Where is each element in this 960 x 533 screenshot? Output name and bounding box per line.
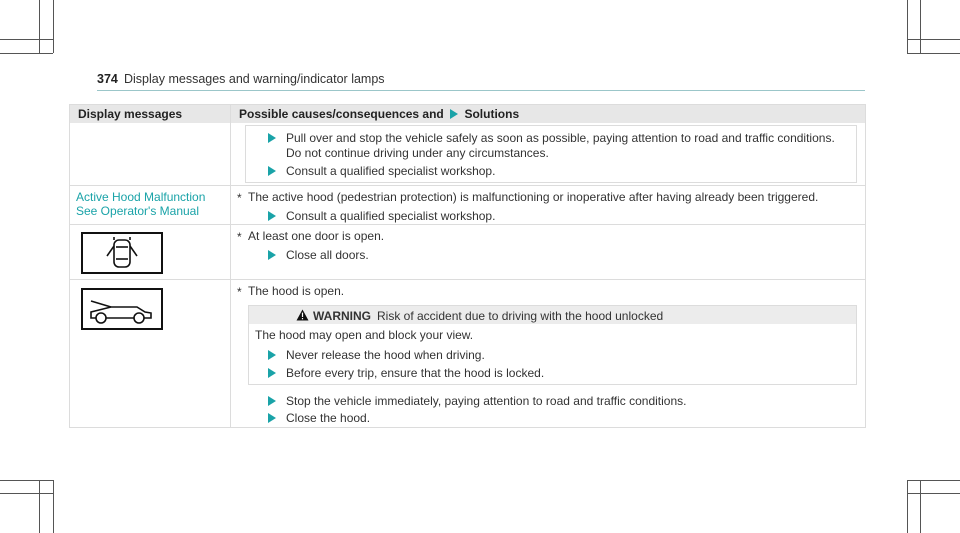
bullet: *: [237, 285, 242, 299]
crop-mark: [0, 53, 53, 54]
crop-mark: [53, 0, 54, 53]
crop-mark: [907, 493, 960, 494]
crop-mark: [907, 480, 908, 533]
header-rule: [97, 90, 865, 91]
step-arrow-icon: [268, 133, 276, 143]
crop-mark: [907, 53, 960, 54]
hood-open-icon: [81, 288, 163, 330]
display-message: See Operator's Manual: [76, 204, 200, 218]
crop-mark: [53, 480, 54, 533]
crop-mark: [920, 480, 921, 533]
cause-text: The active hood (pedestrian protection) is malfunctioning or inoperative after having already been triggered.: [248, 190, 819, 204]
step-arrow-icon: [268, 166, 276, 176]
crop-mark: [0, 480, 53, 481]
display-message: Active Hood Malfunction: [76, 190, 206, 204]
cause-text: The hood is open.: [248, 284, 345, 298]
page-number: 374: [97, 72, 118, 86]
column-header-causes-label: Possible causes/consequences and: [239, 107, 444, 121]
step-arrow-icon: [268, 368, 276, 378]
crop-mark: [907, 480, 960, 481]
play-arrow-icon: [450, 109, 458, 119]
step-text: Consult a qualified specialist workshop.: [286, 164, 496, 178]
column-header-display-messages: Display messages: [70, 105, 230, 123]
step-arrow-icon: [268, 350, 276, 360]
warning-body: The hood may open and block your view.: [255, 328, 474, 342]
step-arrow-icon: [268, 396, 276, 406]
crop-mark: [0, 39, 53, 40]
step-text: Pull over and stop the vehicle safely as soon as possible, paying attention to road and traffic conditions.: [286, 131, 835, 145]
step-text: Never release the hood when driving.: [286, 348, 485, 362]
warning-triangle-icon: [296, 308, 309, 326]
step-text: Do not continue driving under any circumstances.: [286, 146, 549, 160]
warning-title: Risk of accident due to driving with the hood unlocked: [377, 309, 664, 323]
step-arrow-icon: [268, 211, 276, 221]
bullet: *: [237, 230, 242, 244]
step-text: Consult a qualified specialist workshop.: [286, 209, 496, 223]
step-arrow-icon: [268, 250, 276, 260]
step-arrow-icon: [268, 413, 276, 423]
crop-mark: [907, 0, 908, 53]
column-header-solutions-label: Solutions: [464, 107, 520, 121]
column-header-causes-solutions: [231, 105, 865, 123]
crop-mark: [907, 39, 960, 40]
page-header-title: Display messages and warning/indicator lamps: [124, 72, 385, 86]
crop-mark: [39, 480, 40, 533]
column-divider: [230, 105, 231, 427]
crop-mark: [39, 0, 40, 53]
crop-mark: [0, 493, 53, 494]
row-divider: [70, 224, 865, 225]
step-text: Close all doors.: [286, 248, 369, 262]
display-messages-table: [69, 104, 866, 428]
row-divider: [70, 185, 865, 186]
cause-text: At least one door is open.: [248, 229, 385, 243]
crop-mark: [920, 0, 921, 53]
step-text: Before every trip, ensure that the hood is locked.: [286, 366, 545, 380]
step-text: Close the hood.: [286, 411, 371, 425]
bullet: *: [237, 191, 242, 205]
door-open-icon: [81, 232, 163, 274]
warning-label: WARNING: [313, 309, 371, 323]
step-text: Stop the vehicle immediately, paying attention to road and traffic conditions.: [286, 394, 687, 408]
row-divider: [70, 279, 865, 280]
